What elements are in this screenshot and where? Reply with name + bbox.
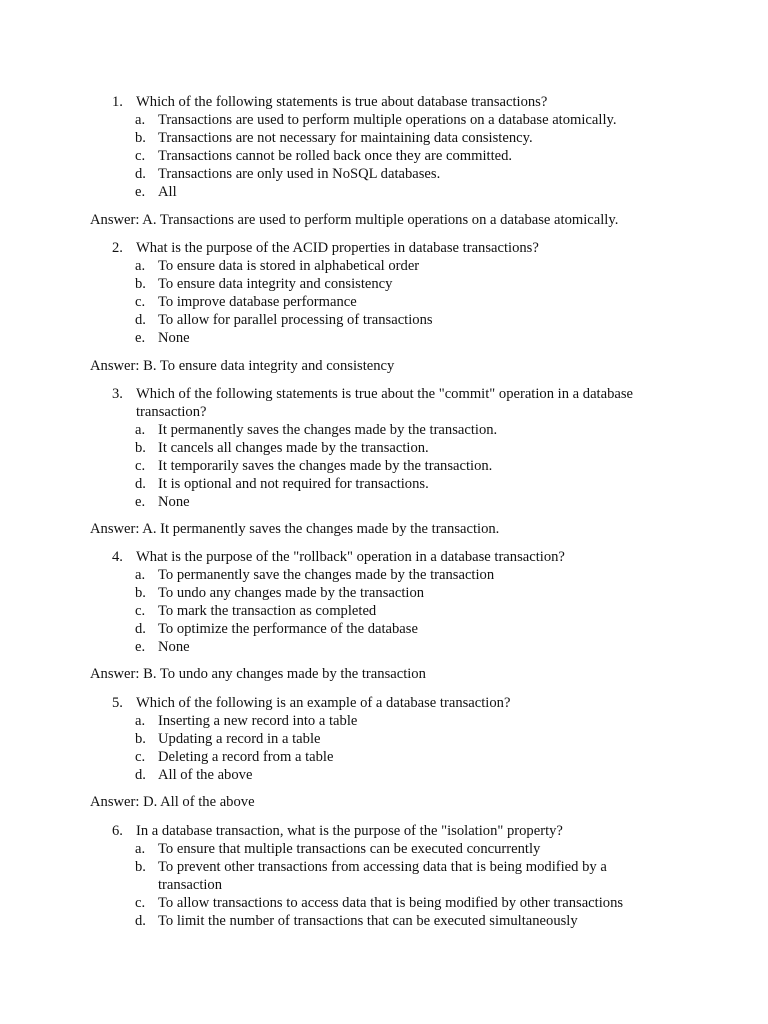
question-text: What is the purpose of the ACID properties in database transactions? [136, 240, 539, 256]
option-text: To optimize the performance of the database [158, 621, 418, 637]
option-item [0, 475, 768, 493]
option-item [0, 766, 768, 784]
option-letter: c. [135, 148, 146, 164]
option-item [0, 257, 768, 275]
option-text: All of the above [158, 767, 253, 783]
question-number: 5. [112, 695, 123, 711]
option-letter: b. [135, 731, 146, 747]
option-text: Transactions are only used in NoSQL databases. [158, 166, 441, 182]
option-item [0, 912, 768, 930]
question-item-6 [0, 822, 768, 930]
option-item [0, 748, 768, 766]
option-letter: b. [135, 276, 146, 292]
question-text: In a database transaction, what is the purpose of the "isolation" property? [136, 823, 563, 839]
question-stem [0, 548, 768, 566]
option-text: None [158, 330, 190, 346]
question-stem [0, 239, 768, 257]
option-item [0, 894, 768, 912]
option-text: Inserting a new record into a table [158, 713, 358, 729]
question-text: What is the purpose of the "rollback" operation in a database transaction? [136, 549, 565, 565]
answer-line-1: Answer: A. Transactions are used to perform multiple operations on a database atomically. [90, 212, 619, 228]
option-item [0, 566, 768, 584]
option-item [0, 730, 768, 748]
option-item [0, 457, 768, 475]
option-letter: c. [135, 458, 146, 474]
question-text: Which of the following statements is true about database transactions? [136, 94, 548, 110]
option-letter: c. [135, 294, 146, 310]
option-text: To mark the transaction as completed [158, 603, 377, 619]
option-letter: d. [135, 476, 146, 492]
option-text: None [158, 639, 190, 655]
question-stem [0, 93, 768, 111]
option-item [0, 111, 768, 129]
option-item [0, 858, 768, 894]
answer-line-5: Answer: D. All of the above [90, 794, 255, 810]
question-number: 4. [112, 549, 123, 565]
question-number: 3. [112, 386, 123, 402]
option-letter: a. [135, 112, 146, 128]
option-item [0, 275, 768, 293]
option-letter: d. [135, 166, 146, 182]
option-letter: b. [135, 440, 146, 456]
option-letter: e. [135, 639, 146, 655]
option-item [0, 165, 768, 183]
option-text: All [158, 184, 177, 200]
option-letter: b. [135, 585, 146, 601]
option-letter: d. [135, 312, 146, 328]
question-number: 6. [112, 823, 123, 839]
option-text: None [158, 494, 190, 510]
option-text: Transactions cannot be rolled back once they are committed. [158, 148, 513, 164]
option-text: To allow for parallel processing of transactions [158, 312, 433, 328]
option-letter: d. [135, 767, 146, 783]
option-item [0, 183, 768, 201]
option-text: To ensure data integrity and consistency [158, 276, 393, 292]
option-item [0, 584, 768, 602]
option-letter: e. [135, 184, 146, 200]
option-item [0, 329, 768, 347]
answer-line-2: Answer: B. To ensure data integrity and consistency [90, 358, 395, 374]
option-text: Updating a record in a table [158, 731, 321, 747]
option-letter: a. [135, 422, 146, 438]
option-letter: a. [135, 258, 146, 274]
option-item [0, 129, 768, 147]
option-item [0, 311, 768, 329]
option-item [0, 147, 768, 165]
option-text: To improve database performance [158, 294, 357, 310]
option-letter: b. [135, 130, 146, 146]
option-text: Transactions are used to perform multiple operations on a database atomically. [158, 112, 617, 128]
question-number: 1. [112, 94, 123, 110]
question-item-4 [0, 548, 768, 656]
option-item [0, 493, 768, 511]
option-letter: a. [135, 567, 146, 583]
option-item [0, 439, 768, 457]
option-item [0, 638, 768, 656]
option-item [0, 840, 768, 858]
option-item [0, 293, 768, 311]
question-text: Which of the following is an example of a database transaction? [136, 695, 511, 711]
option-text: Transactions are not necessary for maintaining data consistency. [158, 130, 533, 146]
option-letter: d. [135, 913, 146, 929]
option-text: To undo any changes made by the transaction [158, 585, 425, 601]
option-text: It is optional and not required for transactions. [158, 476, 429, 492]
option-text: It cancels all changes made by the transaction. [158, 440, 429, 456]
option-item [0, 712, 768, 730]
question-item-3 [0, 385, 768, 511]
option-text: To ensure that multiple transactions can be executed concurrently [158, 841, 541, 857]
option-letter: e. [135, 330, 146, 346]
question-item-2 [0, 239, 768, 347]
answer-line-4: Answer: B. To undo any changes made by the transaction [90, 666, 426, 682]
option-text: To limit the number of transactions that can be executed simultaneously [158, 913, 578, 929]
question-number: 2. [112, 240, 123, 256]
option-letter: a. [135, 713, 146, 729]
answer-line-3: Answer: A. It permanently saves the changes made by the transaction. [90, 521, 500, 537]
option-letter: b. [135, 859, 146, 875]
question-text: Which of the following statements is true about the "commit" operation in a database transaction? [136, 386, 634, 420]
option-text: To ensure data is stored in alphabetical order [158, 258, 420, 274]
option-letter: e. [135, 494, 146, 510]
option-text: To permanently save the changes made by the transaction [158, 567, 495, 583]
question-item-5 [0, 694, 768, 784]
option-text: It permanently saves the changes made by the transaction. [158, 422, 498, 438]
question-item-1 [0, 93, 768, 201]
question-stem [0, 385, 768, 421]
option-letter: c. [135, 603, 146, 619]
option-text: To allow transactions to access data that is being modified by other transactions [158, 895, 624, 911]
option-item [0, 602, 768, 620]
question-stem [0, 822, 768, 840]
option-item [0, 620, 768, 638]
question-stem [0, 694, 768, 712]
option-text: It temporarily saves the changes made by the transaction. [158, 458, 493, 474]
option-letter: a. [135, 841, 146, 857]
option-text: To prevent other transactions from accessing data that is being modified by a transaction [158, 859, 607, 893]
option-item [0, 421, 768, 439]
option-letter: c. [135, 749, 146, 765]
option-letter: d. [135, 621, 146, 637]
option-letter: c. [135, 895, 146, 911]
option-text: Deleting a record from a table [158, 749, 334, 765]
